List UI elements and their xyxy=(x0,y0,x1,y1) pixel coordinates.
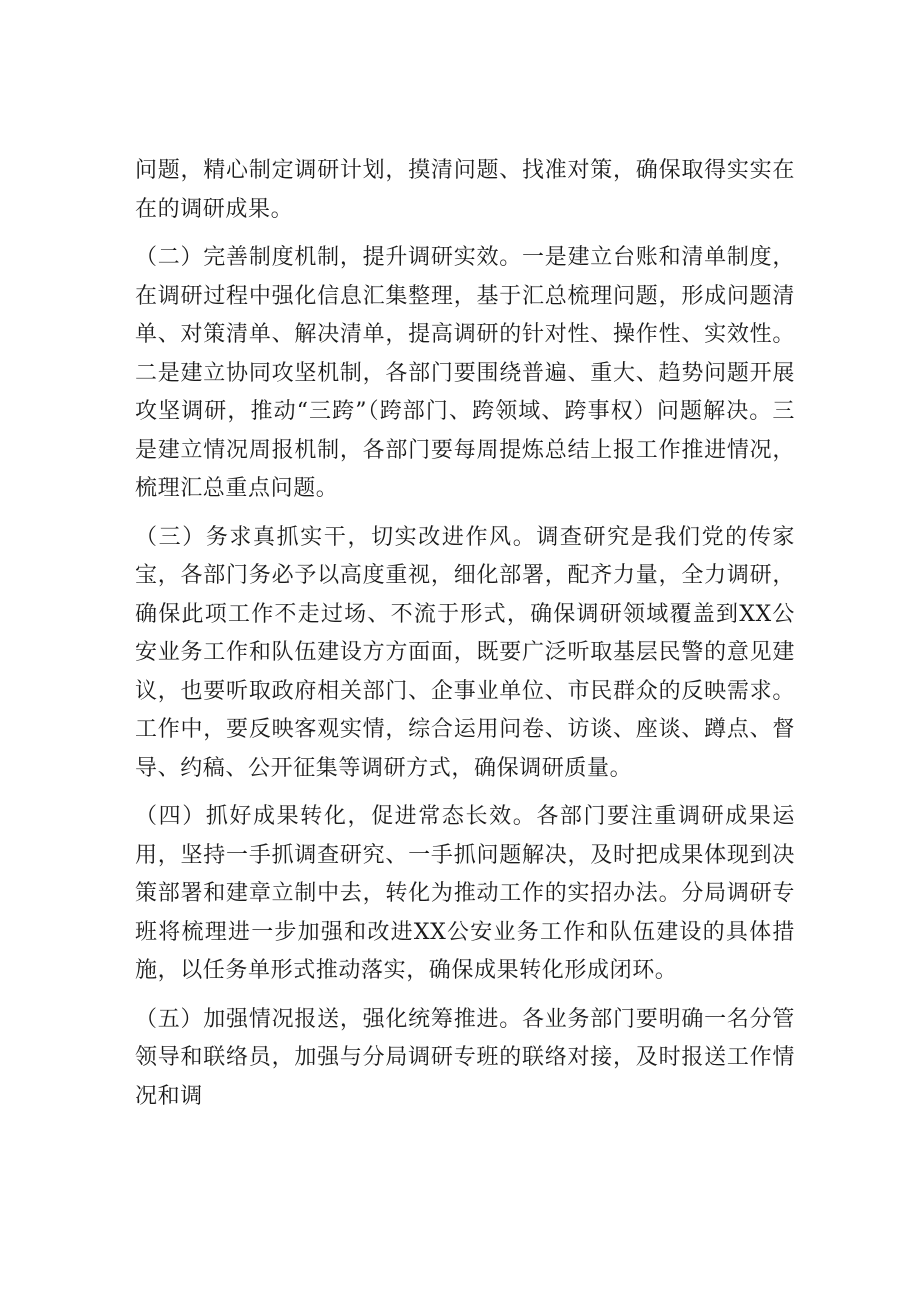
document-body xyxy=(135,152,795,1126)
paragraph-section-2: （二）完善制度机制，提升调研实效。一是建立台账和清单制度，在调研过程中强化信息汇集整理，基于汇总梳理问题，形成问题清单、对策清单、解决清单，提高调研的针对性、操作性、实效性。二是建立协同攻坚机制，各部门要围绕普遍、重大、趋势问题开展攻坚调研，推动“三跨”（跨部门、跨领域、跨事权）问题解决。三是建立情况周报机制，各部门要每周提炼总结上报工作推进情况，梳理汇总重点问题。 xyxy=(135,245,795,501)
paragraph-section-4: （四）抓好成果转化，促进常态长效。各部门要注重调研成果运用，坚持一手抓调查研究、一手抓问题解决，及时把成果体现到决策部署和建章立制中去，转化为推动工作的实招办法。分局调研专班将梳理进一步加强和改进XX公安业务工作和队伍建设的具体措施，以任务单形式推动落实，确保成果转化形成闭环。 xyxy=(135,804,795,983)
paragraph-section-5: （五）加强情况报送，强化统筹推进。各业务部门要明确一名分管领导和联络员，加强与分局调研专班的联络对接，及时报送工作情况和调 xyxy=(135,1006,795,1109)
paragraph-section-3: （三）务求真抓实干，切实改进作风。调查研究是我们党的传家宝，各部门务必予以高度重视，细化部署，配齐力量，全力调研，确保此项工作不走过场、不流于形式，确保调研领域覆盖到XX公安业务工作和队伍建设方方面面，既要广泛听取基层民警的意见建议，也要听取政府相关部门、企事业单位、市民群众的反映需求。工作中，要反映客观实情，综合运用问卷、访谈、座谈、蹲点、督导、约稿、公开征集等调研方式，确保调研质量。 xyxy=(135,524,795,781)
paragraph-continuation: 问题，精心制定调研计划，摸清问题、找准对策，确保取得实实在在的调研成果。 xyxy=(135,158,795,222)
